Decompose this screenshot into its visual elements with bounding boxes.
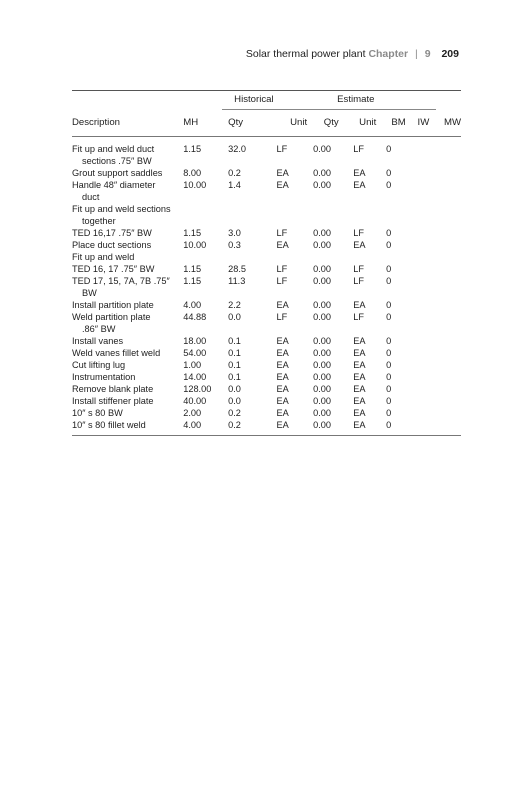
row-unit: EA	[276, 396, 289, 406]
row-est-unit: EA	[349, 419, 382, 436]
row-description-line: Install partition plate	[72, 300, 154, 310]
row-description	[72, 299, 183, 311]
row-description	[72, 203, 183, 227]
row-est-unit: LF	[353, 228, 365, 238]
row-iw	[411, 299, 436, 311]
row-qty	[222, 251, 262, 263]
row-description	[72, 371, 183, 383]
row-mh: 1.00	[183, 360, 202, 370]
row-mh: 18.00	[183, 336, 207, 346]
row-est-qty: 0.00	[313, 408, 332, 418]
col-unit: Unit	[262, 110, 307, 137]
row-description	[72, 335, 183, 347]
row-est-unit: LF	[353, 276, 365, 286]
row-qty: 2.2	[228, 300, 241, 310]
chapter-number: 9	[424, 48, 431, 60]
group-header-row	[72, 91, 461, 110]
row-description-line: Install stiffener plate	[72, 396, 154, 406]
row-bm: 0	[386, 348, 392, 358]
table-row	[72, 137, 461, 168]
row-description	[72, 275, 183, 299]
running-head-separator: |	[415, 48, 418, 60]
table-row	[72, 239, 461, 251]
row-iw	[411, 227, 436, 239]
row-unit: LF	[276, 276, 288, 286]
row-mh: 128.00	[183, 384, 212, 394]
row-mw	[436, 137, 461, 168]
row-qty: 0.1	[228, 360, 241, 370]
row-iw	[411, 359, 436, 371]
row-mw	[436, 395, 461, 407]
row-mh: 14.00	[183, 372, 207, 382]
row-description	[72, 167, 183, 179]
row-est-unit: LF	[353, 312, 365, 322]
row-mw	[436, 311, 461, 335]
row-est-qty: 0.00	[313, 372, 332, 382]
col-description: Description	[72, 110, 183, 137]
row-est-unit: EA	[353, 396, 366, 406]
row-mw	[436, 179, 461, 203]
row-est-unit: EA	[353, 300, 366, 310]
row-mw	[436, 203, 461, 227]
row-description-line: TED 16, 17 .75″ BW	[72, 264, 155, 274]
row-est-qty: 0.00	[307, 419, 349, 436]
row-iw	[411, 251, 436, 263]
table-row	[72, 167, 461, 179]
col-bm: BM	[382, 110, 411, 137]
row-est-unit: LF	[353, 144, 365, 154]
row-unit: EA	[276, 384, 289, 394]
row-iw	[411, 347, 436, 359]
row-description	[72, 179, 183, 203]
table-row	[72, 383, 461, 395]
row-est-qty: 0.00	[313, 312, 332, 322]
row-iw	[411, 167, 436, 179]
row-mw	[436, 383, 461, 395]
row-unit	[262, 203, 307, 227]
table-row	[72, 203, 461, 227]
group-estimate: Estimate	[307, 91, 436, 110]
row-mw	[436, 419, 461, 436]
row-description-line: Cut lifting lug	[72, 360, 126, 370]
row-bm	[382, 251, 411, 263]
row-iw	[411, 395, 436, 407]
row-bm: 0	[386, 168, 392, 178]
table-row	[72, 275, 461, 299]
row-mh: 1.15	[183, 228, 202, 238]
running-head-title: Solar thermal power plant	[245, 48, 366, 60]
row-mw	[436, 371, 461, 383]
row-bm: 0	[386, 180, 392, 190]
row-bm: 0	[386, 240, 392, 250]
table-row	[72, 335, 461, 347]
row-mh: 2.00	[183, 408, 202, 418]
row-bm: 0	[386, 384, 392, 394]
row-est-unit: EA	[353, 240, 366, 250]
row-description	[72, 347, 183, 359]
row-description-line: Weld partition plate	[72, 312, 151, 322]
row-qty: 0.3	[228, 240, 241, 250]
row-est-qty: 0.00	[313, 276, 332, 286]
row-description-line: 10″ s 80 BW	[72, 408, 123, 418]
row-description-line: Fit up and weld sections	[72, 204, 171, 214]
table-row	[72, 251, 461, 263]
table-row	[72, 395, 461, 407]
row-iw	[411, 137, 436, 168]
row-description	[72, 383, 183, 395]
row-mh: 10.00	[183, 180, 207, 190]
row-qty: 0.0	[228, 312, 241, 322]
row-iw	[411, 311, 436, 335]
row-qty: 3.0	[228, 228, 241, 238]
row-est-qty: 0.00	[313, 360, 332, 370]
row-qty: 0.1	[228, 372, 241, 382]
row-est-unit: EA	[353, 384, 366, 394]
row-est-qty: 0.00	[313, 168, 332, 178]
row-description	[72, 263, 183, 275]
row-est-unit: EA	[353, 180, 366, 190]
row-iw	[411, 263, 436, 275]
row-mh	[183, 203, 222, 227]
row-qty: 32.0	[228, 144, 247, 154]
row-bm: 0	[386, 360, 392, 370]
row-description-line: Install vanes	[72, 336, 124, 346]
page-number: 209	[441, 48, 459, 60]
row-description	[72, 137, 183, 168]
row-mw	[436, 239, 461, 251]
row-est-unit: EA	[353, 168, 366, 178]
row-est-qty: 0.00	[313, 240, 332, 250]
table-row	[72, 227, 461, 239]
row-mh: 54.00	[183, 348, 207, 358]
row-qty: 1.4	[228, 180, 241, 190]
row-bm: 0	[386, 312, 392, 322]
table-row	[72, 347, 461, 359]
row-est-unit: EA	[353, 348, 366, 358]
row-mh: 8.00	[183, 168, 202, 178]
row-bm	[382, 203, 411, 227]
col-iw: IW	[411, 110, 436, 137]
row-est-unit: EA	[353, 336, 366, 346]
row-description	[72, 407, 183, 419]
row-description-line: Instrumentation	[72, 372, 136, 382]
row-iw	[411, 371, 436, 383]
row-est-qty: 0.00	[313, 180, 332, 190]
row-iw	[411, 383, 436, 395]
row-qty: 0.0	[228, 396, 241, 406]
row-qty: 0.2	[228, 168, 241, 178]
row-unit: EA	[276, 336, 289, 346]
row-description-line: TED 17, 15, 7A, 7B .75″	[72, 276, 170, 286]
row-mh: 40.00	[183, 396, 207, 406]
row-qty	[222, 203, 262, 227]
row-qty: 11.3	[228, 276, 246, 286]
row-unit: LF	[276, 144, 288, 154]
row-mh: 44.88	[183, 312, 207, 322]
table-row	[72, 299, 461, 311]
table-row	[72, 359, 461, 371]
col-qty: Qty	[222, 110, 262, 137]
row-description-line: Remove blank plate	[72, 384, 154, 394]
row-bm: 0	[386, 144, 392, 154]
row-iw	[411, 179, 436, 203]
table-row	[72, 419, 461, 436]
row-unit: EA	[262, 419, 307, 436]
row-unit: EA	[276, 348, 289, 358]
row-description-continuation: sections .75″ BW	[82, 156, 152, 166]
row-description-line: Handle 48″ diameter	[72, 180, 156, 190]
group-historical: Historical	[222, 91, 307, 110]
row-unit: EA	[276, 180, 289, 190]
row-est-unit: LF	[353, 264, 365, 274]
row-description	[72, 419, 183, 436]
row-qty: 28.5	[228, 264, 247, 274]
row-description	[72, 251, 183, 263]
row-description	[72, 311, 183, 335]
table-row	[72, 407, 461, 419]
row-description-continuation: duct	[82, 192, 100, 202]
row-unit: LF	[276, 228, 288, 238]
row-mw	[436, 251, 461, 263]
row-bm: 0	[386, 264, 392, 274]
row-iw	[411, 239, 436, 251]
running-head	[246, 48, 459, 60]
row-qty: 0.1	[228, 348, 241, 358]
row-mw	[436, 347, 461, 359]
row-bm: 0	[386, 228, 392, 238]
row-est-unit: EA	[353, 372, 366, 382]
row-bm: 0	[386, 372, 392, 382]
row-mh: 1.15	[183, 264, 202, 274]
row-est-unit	[349, 251, 382, 263]
row-description-continuation: together	[82, 216, 116, 226]
row-iw	[411, 335, 436, 347]
row-description-continuation: BW	[82, 288, 97, 298]
row-description-line: Fit up and weld	[72, 252, 135, 262]
row-est-qty: 0.00	[313, 300, 332, 310]
row-unit: EA	[276, 168, 289, 178]
row-iw	[411, 275, 436, 299]
row-description-line: Fit up and weld duct	[72, 144, 155, 154]
row-mw	[436, 227, 461, 239]
row-est-qty: 0.00	[313, 228, 332, 238]
row-description-continuation: .86″ BW	[82, 324, 116, 334]
row-mh: 4.00	[183, 419, 222, 436]
row-mh: 1.15	[183, 144, 202, 154]
row-est-qty: 0.00	[313, 396, 332, 406]
col-est-unit: Unit	[349, 110, 382, 137]
row-mh: 10.00	[183, 240, 207, 250]
row-bm: 0	[382, 419, 411, 436]
row-mh: 1.15	[183, 276, 202, 286]
cost-table	[72, 90, 461, 436]
row-mw	[436, 335, 461, 347]
row-est-unit: EA	[353, 408, 366, 418]
col-mw: MW	[436, 110, 461, 137]
row-est-qty	[307, 251, 349, 263]
table-row	[72, 263, 461, 275]
row-mh	[183, 251, 222, 263]
row-mh: 4.00	[183, 300, 202, 310]
row-mw	[436, 167, 461, 179]
row-bm: 0	[386, 396, 392, 406]
table-body	[72, 137, 461, 436]
row-est-qty	[307, 203, 349, 227]
row-unit	[262, 251, 307, 263]
row-est-qty: 0.00	[313, 348, 332, 358]
row-unit: EA	[276, 240, 289, 250]
row-mw	[436, 407, 461, 419]
row-est-unit	[349, 203, 382, 227]
row-bm: 0	[386, 408, 392, 418]
row-qty: 0.2	[222, 419, 262, 436]
table-row	[72, 179, 461, 203]
row-bm: 0	[386, 300, 392, 310]
row-description-line: Grout support saddles	[72, 168, 163, 178]
row-unit: LF	[276, 264, 288, 274]
row-iw	[411, 419, 436, 436]
row-mw	[436, 359, 461, 371]
row-mw	[436, 275, 461, 299]
row-description	[72, 227, 183, 239]
table-row	[72, 311, 461, 335]
row-est-qty: 0.00	[313, 144, 332, 154]
row-description	[72, 395, 183, 407]
row-description	[72, 239, 183, 251]
col-est-qty: Qty	[307, 110, 349, 137]
row-unit: LF	[276, 312, 288, 322]
row-est-unit: EA	[353, 360, 366, 370]
row-iw	[411, 203, 436, 227]
chapter-label: Chapter	[368, 48, 409, 60]
row-unit: EA	[276, 372, 289, 382]
column-header-row	[72, 110, 461, 137]
row-iw	[411, 407, 436, 419]
table-row	[72, 371, 461, 383]
row-est-qty: 0.00	[313, 336, 332, 346]
row-unit: EA	[276, 360, 289, 370]
col-mh: MH	[183, 110, 222, 137]
row-mw	[436, 299, 461, 311]
row-qty: 0.0	[228, 384, 241, 394]
row-bm: 0	[386, 336, 392, 346]
row-qty: 0.2	[228, 408, 241, 418]
row-qty: 0.1	[228, 336, 241, 346]
row-description-line: Place duct sections	[72, 240, 152, 250]
row-mw	[436, 263, 461, 275]
row-description-line: 10″ s 80 fillet weld	[72, 420, 146, 430]
row-unit: EA	[276, 408, 289, 418]
row-est-qty: 0.00	[313, 264, 332, 274]
row-bm: 0	[386, 276, 392, 286]
row-description-line: TED 16,17 .75″ BW	[72, 228, 152, 238]
row-est-qty: 0.00	[313, 384, 332, 394]
row-unit: EA	[276, 300, 289, 310]
row-description	[72, 359, 183, 371]
row-description-line: Weld vanes fillet weld	[72, 348, 161, 358]
